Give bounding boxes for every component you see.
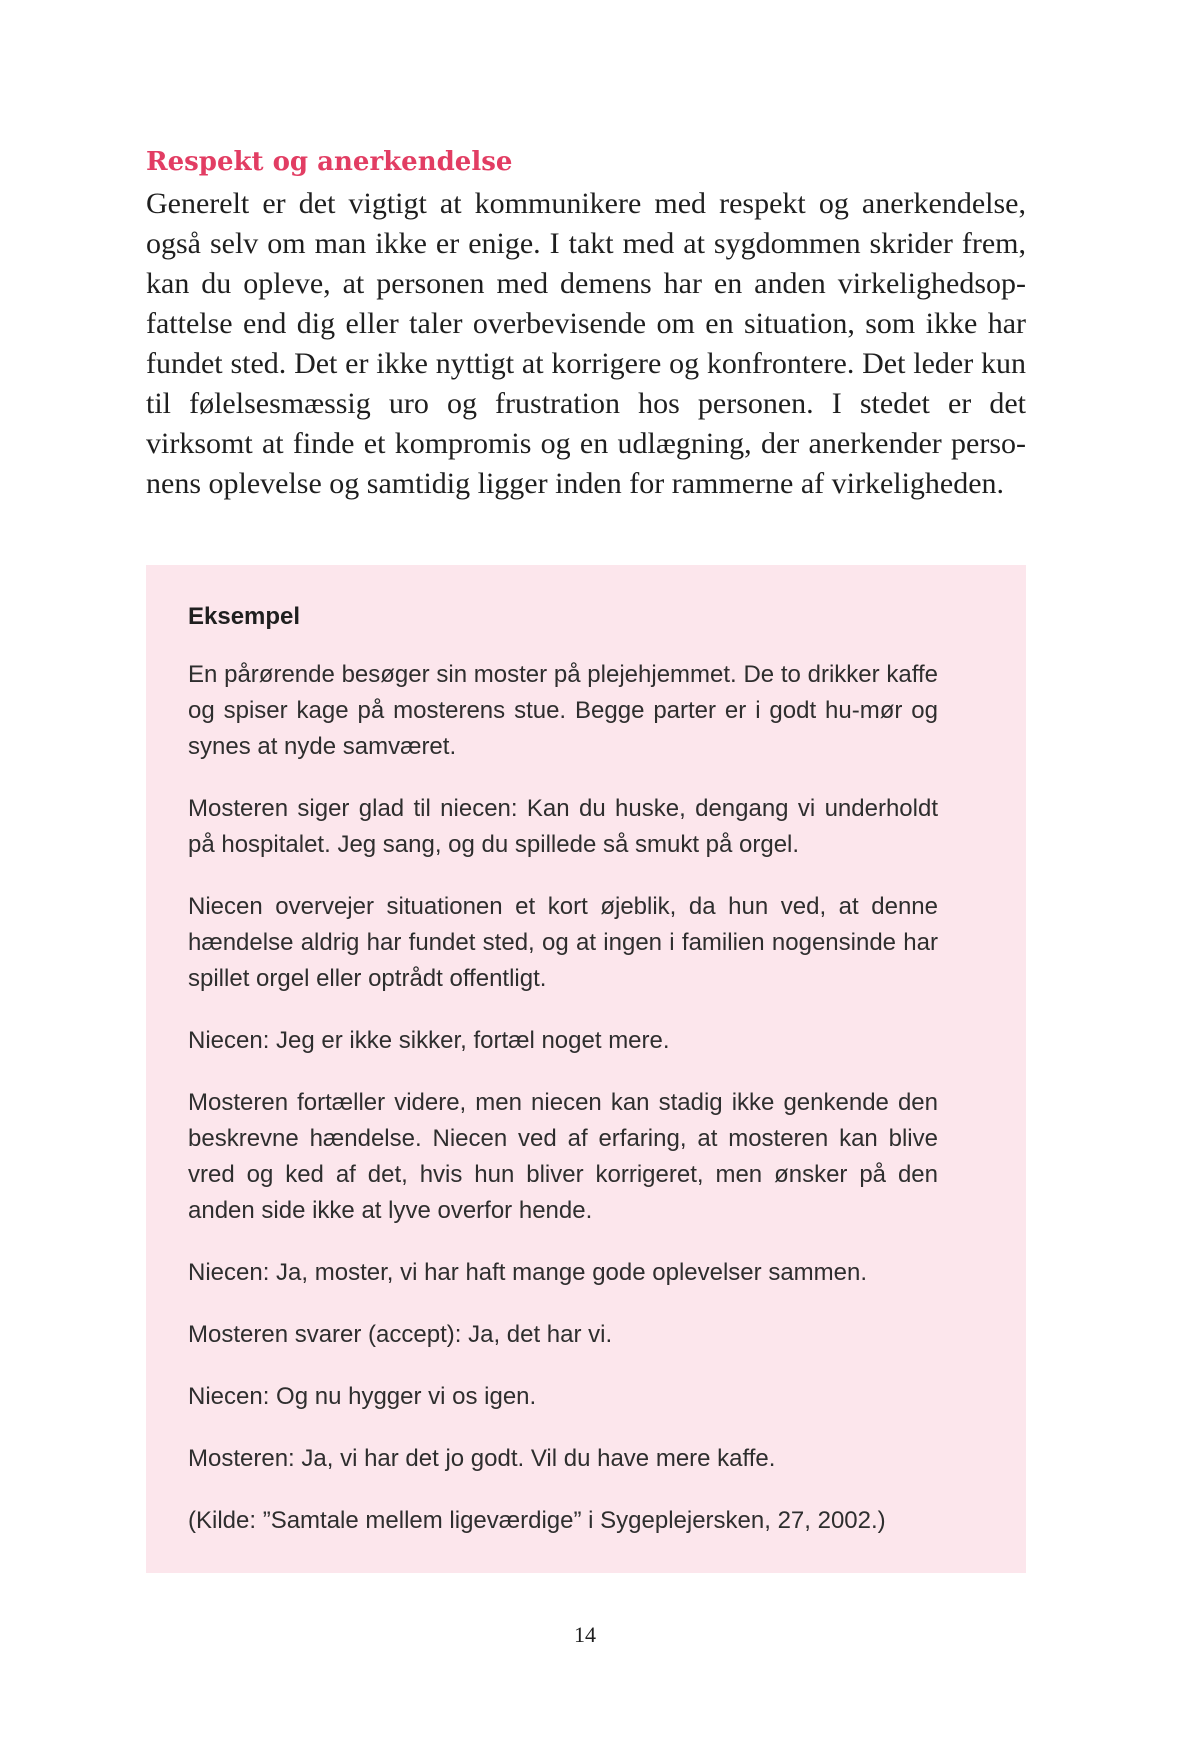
example-paragraph: Mosteren: Ja, vi har det jo godt. Vil du have mere kaffe.	[188, 1445, 776, 1472]
example-box	[146, 565, 1026, 1573]
example-source: (Kilde: ”Samtale mellem ligeværdige” i Sygeplejersken, 27, 2002.)	[188, 1507, 886, 1534]
page-number: 14	[574, 1622, 596, 1647]
example-title: Eksempel	[188, 603, 301, 630]
example-paragraph: En pårørende besøger sin moster på plejehjemmet. De to drikker kaffe og spiser kage på mosterens stue. Begge parter er i godt hu-mør og synes at nyde samværet.	[188, 661, 938, 760]
example-paragraph: Niecen overvejer situationen et kort øjeblik, da hun ved, at denne hændelse aldrig har fundet sted, og at ingen i familien nogensinde har spillet orgel eller optrådt offentligt.	[188, 893, 938, 992]
example-paragraph: Mosteren svarer (accept): Ja, det har vi.	[188, 1321, 613, 1348]
example-paragraph: Mosteren fortæller videre, men niecen kan stadig ikke genkende den beskrevne hændelse. Niecen ved af erfaring, at mosteren kan blive vred og ked af det, hvis hun bliver korrigeret, men ønsker på den anden side ikke at lyve overfor hende.	[188, 1089, 938, 1224]
example-paragraph: Mosteren siger glad til niecen: Kan du huske, dengang vi underholdt på hospitalet. Jeg sang, og du spillede så smukt på orgel.	[188, 795, 938, 858]
example-paragraph: Niecen: Og nu hygger vi os igen.	[188, 1383, 537, 1410]
example-paragraph: Niecen: Ja, moster, vi har haft mange gode oplevelser sammen.	[188, 1259, 868, 1286]
section-heading: Respekt og anerkendelse	[146, 147, 513, 177]
section-body-text: Generelt er det vigtigt at kommunikere med respekt og anerkendelse, også selv om man ikke er enige. I takt med at sygdommen skrider frem, kan du opleve, at personen med demens har en anden virkelighedsop-fattelse end dig eller taler overbevisende om en situation, som ikke har fundet sted. Det er ikke nyttigt at korrigere og konfrontere. Det leder kun til følelsesmæssig uro og frustration hos personen. I stedet er det virksomt at finde et kompromis og en udlægning, der anerkender perso-nens oplevelse og samtidig ligger inden for rammerne af virkeligheden.	[146, 187, 1026, 500]
example-paragraph: Niecen: Jeg er ikke sikker, fortæl noget mere.	[188, 1027, 670, 1054]
